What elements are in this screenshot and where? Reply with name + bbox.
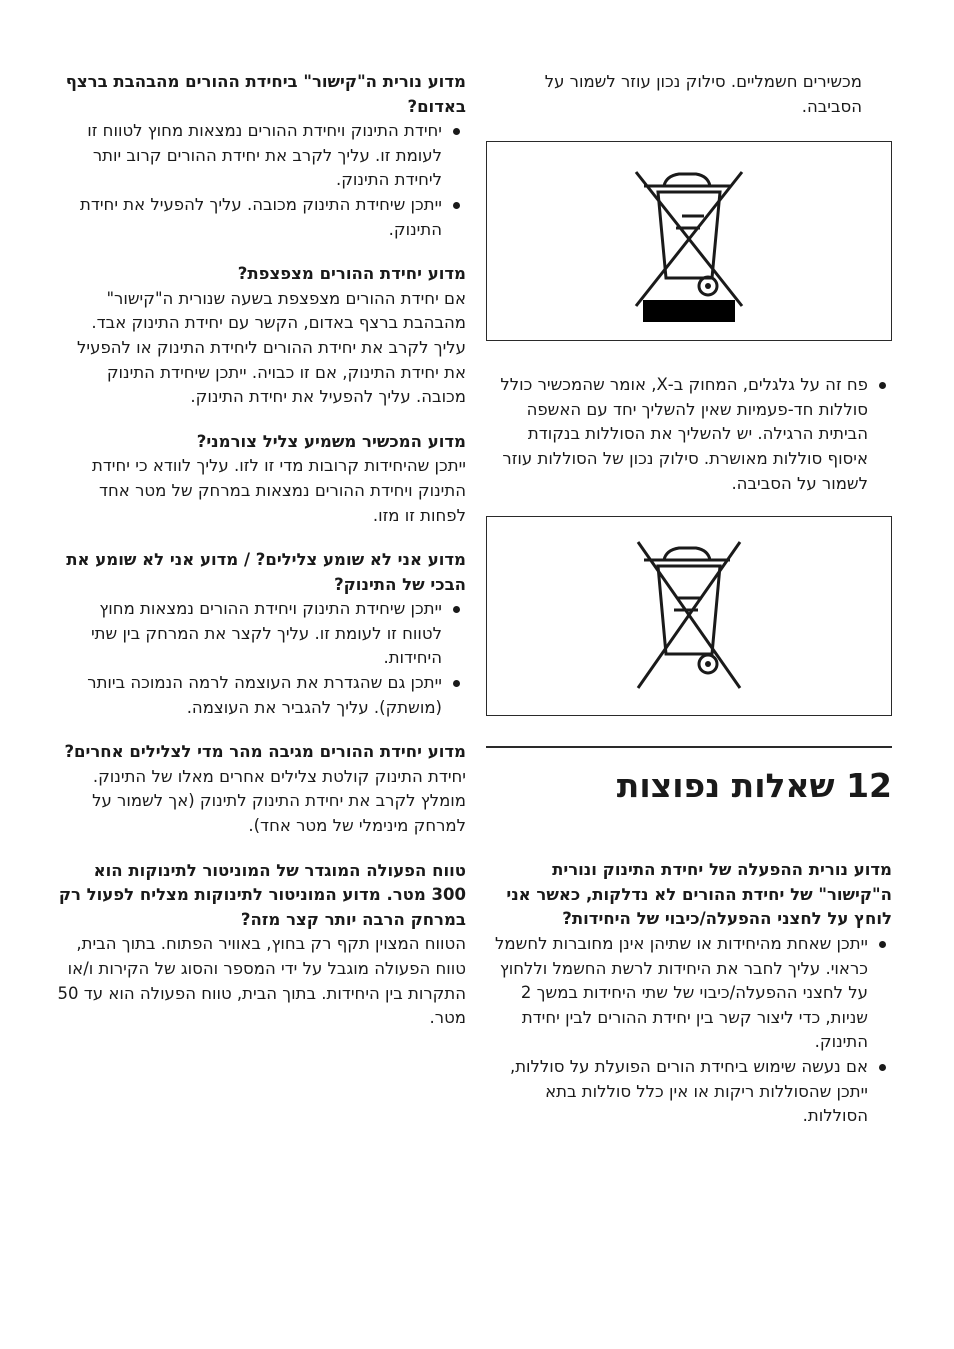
- faq-bullet: אם נעשה שימוש ביחידת הורים הפועלת על סוללות, ייתכן שהסוללות ריקות או אין כלל סוללות בתא הסוללות.: [486, 1055, 892, 1129]
- battery-symbol-box: [486, 516, 892, 716]
- recycling-intro-text: מכשירים חשמליים. סילוק נכון עוזר לשמור על הסביבה.: [544, 72, 862, 116]
- faq-question: מדוע המכשיר משמיע צליל צורמני?: [196, 431, 466, 451]
- crossed-bin-with-bar-icon: [634, 166, 744, 316]
- faq-item: [56, 548, 466, 720]
- crossed-bin-icon: [634, 536, 744, 696]
- weee-black-bar: [643, 300, 735, 322]
- section-divider: [486, 746, 892, 748]
- faq-question: מדוע יחידת ההורים מגיבה מהר מדי לצלילים אחרים?: [64, 742, 466, 762]
- faq-item: [486, 858, 892, 1129]
- faq-bullet: ייתכן שאחת מהיחידות או שתיהן אינן מחוברות לחשמל כראוי. עליך לחבר את היחידות לרשת החשמל וללחוץ על לחצני ההפעלה/כיבוי של שתי היחידות במשך 2 שניות, כדי ליצור קשר בין יחידת ההורים לבין יחידת התינוק.: [486, 932, 892, 1055]
- faq-bullet: ייתכן שיחידת התינוק ויחידת ההורים נמצאות מחוץ לטווח זו לעומת זו. עליך לקצר את המרחק בין שתי היחידות.: [56, 597, 466, 671]
- right-column: [486, 70, 892, 1149]
- faq-bullet: יחידת התינוק ויחידת ההורים נמצאות מחוץ לטווח זו לעומת זו. עליך לקרב את יחידת ההורים קרוב יותר ליחידת התינוק.: [56, 119, 466, 193]
- faq-item: [56, 262, 466, 410]
- faq-item: [56, 859, 466, 1031]
- faq-question: טווח הפעולה המוגדר של המוניטור לתינוקות הוא 300 מטר. מדוע המוניטור לתינוקות מצליח לפעול רק במרחק הרבה יותר קצר מזה?: [58, 860, 466, 929]
- faq-bullet: ייתכן גם שהגדרת את העוצמה לרמה הנמוכה ביותר (מושתק). עליך להגביר את העוצמה.: [56, 671, 466, 720]
- faq-answer: הטווח המצוין תקף רק בחוץ, באוויר הפתוח. בתוך הבית, טווח הפעולה מוגבל על ידי המספר והסוג של הקירות ו/או התקרות בין היחידות. בתוך הבית, טווח הפעולה הוא עד 50 מטר.: [57, 934, 466, 1028]
- left-column: [56, 70, 466, 1051]
- faq-answer: יחידת התינוק קולטת צלילים אחרים מאלו של התינוק. מומלץ לקרב את יחידת התינוק לתינוק (אך לשמור על למרחק מינימלי של מטר אחד).: [92, 766, 466, 836]
- chapter-heading: [486, 766, 892, 806]
- faq-item: [56, 740, 466, 838]
- faq-item: [56, 70, 466, 242]
- faq-answer: ייתכן שהיחידות קרובות מדי זו לזו. עליך לוודא כי יחידת התינוק ויחידת ההורים נמצאות במרחק של מטר אחד לפחות זו מזו.: [91, 456, 466, 525]
- weee-symbol-box: [486, 141, 892, 341]
- faq-bullet: ייתכן שיחידת התינוק מכובה. עליך להפעיל את יחידת התינוק.: [56, 193, 466, 242]
- battery-disposal-bullet: פח זה על גלגלים, המחוק ב-X, אומר שהמכשיר כולל סוללות חד-פעמיות שאין להשליך יחד עם האשפה הביתית הרגילה. יש להשליך את הסוללות בנקודת איסוף סוללות מאושרת. סילוק נכון של הסוללות עוזר לשמור על הסביבה.: [486, 373, 892, 496]
- faq-question: מדוע יחידת ההורים מצפצפת?: [237, 264, 466, 284]
- faq-item: [56, 430, 466, 528]
- chapter-title: שאלות נפוצות: [616, 766, 835, 806]
- chapter-number: 12: [846, 766, 892, 806]
- faq-question: מדוע נורית ההפעלה של יחידת התינוק ונורית ה"קישור" של יחידת ההורים לא נדלקות, כאשר אני לוחץ על לחצני ההפעלה/כיבוי של היחידות?: [506, 860, 892, 929]
- faq-question: מדוע אני לא שומע צלילים? / מדוע אני לא שומע את הבכי של התינוק?: [66, 550, 466, 594]
- faq-question: מדוע נורית ה"קישור" ביחידת ההורים מהבהבת ברצף באדום?: [65, 72, 466, 116]
- faq-answer: אם יחידת ההורים מצפצפת בשעה שנורית ה"קישור" מהבהבת ברצף באדום, הקשר עם יחידת התינוק אבד. עליך לקרב את יחידת ההורים ליחידת התינוק או להפעיל את יחידת התינוק, אם זו כבויה. ייתכן שיחידת התינוק מכובה. עליך להפעיל את יחידת התינוק.: [77, 288, 466, 407]
